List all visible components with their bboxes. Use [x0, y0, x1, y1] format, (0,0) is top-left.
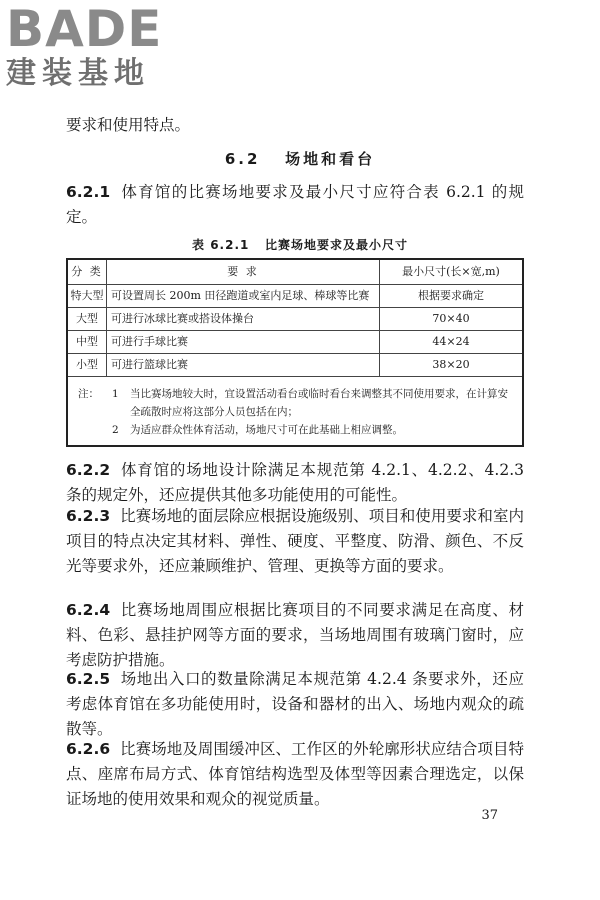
section-title-text: 场地和看台 — [285, 150, 376, 168]
row-requirement: 可进行冰球比赛或搭设体操台 — [107, 308, 380, 331]
page-number: 37 — [481, 808, 498, 823]
table-notes — [68, 377, 522, 445]
table-row — [68, 285, 522, 308]
clause-text: 场地出入口的数量除满足本规范第 4.2.4 条要求外，还应考虑体育馆在多功能使用时，设备和器材的出入、场地内观众的疏散等。 — [66, 670, 524, 738]
row-min-size: 44×24 — [380, 331, 523, 354]
clause-text: 比赛场地周围应根据比赛项目的不同要求满足在高度、材料、色彩、悬挂护网等方面的要求，当场地周围有玻璃门窗时，应考虑防护措施。 — [66, 601, 524, 669]
header-requirement: 要 求 — [107, 260, 380, 285]
logo-subtitle: 建装基地 — [6, 56, 150, 91]
note-text: 当比赛场地较大时，宜设置活动看台或临时看台来调整其不同使用要求，在计算安全疏散时应将这部分人员包括在内； — [130, 388, 508, 418]
header-min-size: 最小尺寸(长×宽,m) — [380, 260, 523, 285]
table-note — [78, 421, 514, 439]
row-min-size: 38×20 — [380, 354, 523, 377]
row-category: 大型 — [68, 308, 107, 331]
row-category: 特大型 — [68, 285, 107, 308]
clause-text: 比赛场地及周围缓冲区、工作区的外轮廓形状应结合项目特点、座席布局方式、体育馆结构选型及体型等因素合理选定，以保证场地的使用效果和观众的视觉质量。 — [66, 740, 524, 808]
note-number: 2 — [112, 424, 119, 436]
section-title — [0, 148, 600, 169]
logo-brand: BADE — [6, 0, 163, 58]
clause-number: 6.2.2 — [66, 461, 111, 479]
row-min-size: 根据要求确定 — [380, 285, 523, 308]
note-text: 为适应群众性体育活动，场地尺寸可在此基础上相应调整。 — [130, 424, 403, 436]
header-category: 分 类 — [68, 260, 107, 285]
row-min-size: 70×40 — [380, 308, 523, 331]
intro-text: 要求和使用特点。 — [66, 116, 191, 134]
table-row — [68, 308, 522, 331]
row-category: 小型 — [68, 354, 107, 377]
clause-6-2-3 — [66, 504, 524, 579]
table-header-row — [68, 260, 522, 285]
row-requirement: 可设置周长 200m 田径跑道或室内足球、棒球等比赛 — [107, 285, 380, 308]
table-caption-number: 表 6.2.1 — [192, 238, 250, 252]
note-number: 1 — [112, 388, 119, 400]
row-category: 中型 — [68, 331, 107, 354]
clause-text: 体育馆的比赛场地要求及最小尺寸应符合表 6.2.1 的规定。 — [66, 183, 524, 226]
clause-number: 6.2.3 — [66, 507, 111, 525]
size-table — [66, 258, 524, 447]
clause-number: 6.2.5 — [66, 670, 111, 688]
clause-6-2-1 — [66, 180, 524, 230]
table-caption-title: 比赛场地要求及最小尺寸 — [264, 238, 408, 252]
clause-6-2-4 — [66, 598, 524, 673]
table-row — [68, 354, 522, 377]
logo — [6, 0, 163, 92]
notes-label: 注： — [78, 388, 99, 400]
clause-text: 比赛场地的面层除应根据设施级别、项目和使用要求和室内项目的特点决定其材料、弹性、硬度、平整度、防滑、颜色、不反光等要求外，还应兼顾维护、管理、更换等方面的要求。 — [66, 507, 524, 575]
clause-number: 6.2.1 — [66, 183, 111, 201]
clause-6-2-2 — [66, 458, 524, 508]
clause-6-2-6 — [66, 737, 524, 812]
row-requirement: 可进行手球比赛 — [107, 331, 380, 354]
clause-text: 体育馆的场地设计除满足本规范第 4.2.1、4.2.2、4.2.3 条的规定外，还应提供其他多功能使用的可能性。 — [66, 461, 524, 504]
clause-6-2-5 — [66, 667, 524, 742]
row-requirement: 可进行篮球比赛 — [107, 354, 380, 377]
section-number: 6.2 — [224, 150, 261, 168]
table-row — [68, 331, 522, 354]
clause-number: 6.2.4 — [66, 601, 111, 619]
table-note — [78, 385, 514, 421]
table-caption — [0, 236, 600, 253]
clause-number: 6.2.6 — [66, 740, 111, 758]
